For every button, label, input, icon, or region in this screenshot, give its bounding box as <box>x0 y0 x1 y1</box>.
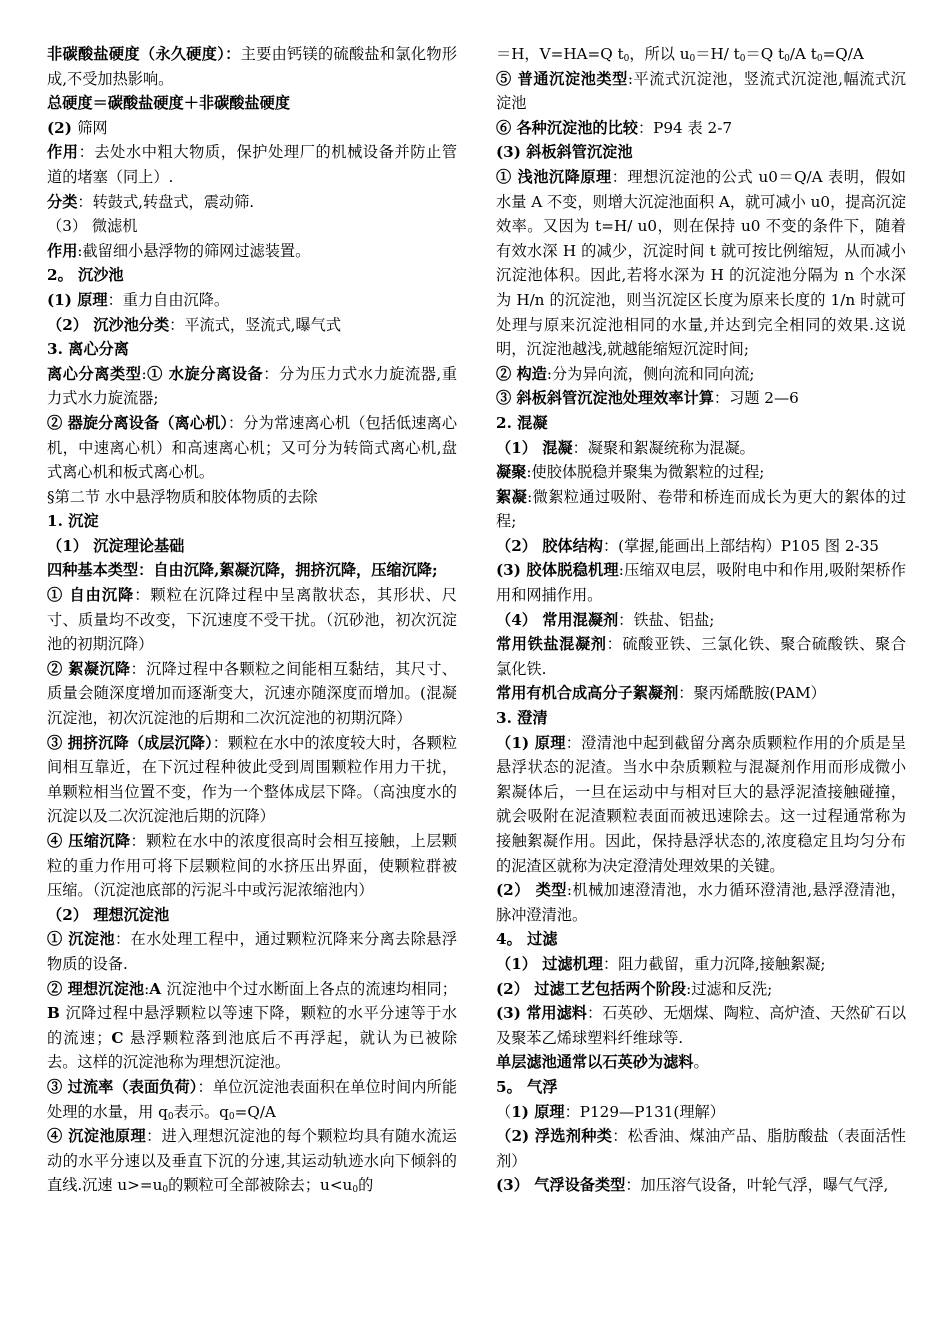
text-run: ：阻力截留，重力沉降,接触絮凝; <box>602 954 826 973</box>
paragraph <box>47 977 457 1075</box>
subscript: 0 <box>739 54 746 64</box>
subscript: 0 <box>167 1111 174 1122</box>
paragraph <box>496 436 906 461</box>
text-run: ：分为压力式水力旋流器,重力式水力旋流器; <box>47 364 458 408</box>
bold-text: (3) 胶体脱稳机理 <box>496 561 619 580</box>
paragraph <box>496 485 906 534</box>
text-run: ：颗粒在水中的浓度较大时，各颗粒间相互靠近，在下沉过程种彼此受到周围颗粒作用力干扰，单颗粒相当位置不变，作为一个整体成层下降。（高浊度水的沉淀以及二次沉淀池后期的沉降） <box>47 733 458 826</box>
text-run: 主要由钙镁的硫酸盐和氯化物形成,不受加热影响。 <box>47 45 458 88</box>
paragraph <box>47 829 457 903</box>
paragraph <box>47 1075 457 1124</box>
text-run: ：硫酸亚铁、三氯化铁、聚合硫酸铁、聚合氯化铁. <box>496 635 907 678</box>
paragraph <box>47 190 457 215</box>
paragraph <box>496 67 906 116</box>
bold-text: （1） 混凝 <box>496 438 573 457</box>
paragraph <box>496 140 906 165</box>
subscript: 0 <box>352 1185 359 1196</box>
bold-text: 作用 <box>47 241 78 260</box>
paragraph <box>496 386 906 411</box>
bold-text: （2） 沉沙池分类 <box>47 315 170 334</box>
text-run: ：习题 2—6 <box>713 389 799 408</box>
bold-text: 总硬度＝碳酸盐硬度＋非碳酸盐硬度 <box>47 94 290 113</box>
bold-text: (2) <box>47 118 78 137</box>
paragraph <box>47 91 457 116</box>
paragraph <box>496 706 906 731</box>
paragraph <box>496 1173 906 1198</box>
text-run: =Q/A <box>822 45 864 63</box>
text-run: ：分为常速离心机（包括低速离心机，中速离心机）和高速离心机；又可分为转筒式离心机,盘式离心机和板式离心机。 <box>47 413 458 482</box>
paragraph <box>47 583 457 657</box>
bold-text: (3） 气浮设备类型 <box>496 1176 626 1195</box>
bold-text: (3) 斜板斜管沉淀池 <box>496 143 633 162</box>
bold-text: 4。 过滤 <box>496 930 558 949</box>
paragraph <box>496 878 906 927</box>
bold-text: （2） 理想沉淀池 <box>47 905 170 924</box>
paragraph <box>47 337 457 362</box>
bold-text: (1) 原理 <box>47 290 108 309</box>
paragraph <box>47 140 457 189</box>
text-run: ：颗粒在沉降过程中呈离散状态，其形状、尺寸、质量均不改变，下沉速度不受干扰。（沉砂池，初次沉淀池的初期沉降） <box>47 586 457 654</box>
bold-text: 3. 离心分离 <box>47 340 129 359</box>
paragraph <box>47 657 457 731</box>
bold-text: B <box>47 1004 66 1023</box>
bold-text: ③ 过流率（表面负荷） <box>47 1077 198 1096</box>
bold-text: 非碳酸盐硬度（永久硬度）： <box>47 45 241 63</box>
paragraph <box>496 1075 906 1100</box>
paragraph <box>47 558 457 583</box>
paragraph <box>496 558 906 607</box>
paragraph <box>496 1124 906 1173</box>
text-run: :压缩双电层，吸附电中和作用,吸附架桥作用和网捕作用。 <box>496 561 906 605</box>
bold-text: （1） 沉淀理论基础 <box>47 536 185 555</box>
text-run: ：重力自由沉降。 <box>107 290 230 309</box>
text-run: /A t <box>789 45 817 63</box>
bold-text: ④ 沉淀池原理 <box>47 1127 147 1146</box>
bold-text: 3. 澄清 <box>496 709 548 728</box>
bold-text: 2. 混凝 <box>496 413 548 432</box>
bold-text: 常用铁盐混凝剂 <box>496 635 607 654</box>
bold-text: ③ 拥挤沉降（成层沉降） <box>47 733 213 752</box>
text-run: :平流式沉淀池，竖流式沉淀池,幅流式沉淀池 <box>496 69 906 113</box>
text-run: :机械加速澄清池，水力循环澄清池,悬浮澄清池，脉冲澄清池。 <box>496 881 906 924</box>
text-run: ：(掌握,能画出上部结构）P105 图 2-35 <box>602 536 879 555</box>
subscript: 0 <box>228 1111 235 1122</box>
text-run: 沉降过程中悬浮颗粒以等速下降，颗粒的水平分速等于水的流速； <box>47 1004 458 1047</box>
paragraph <box>496 977 906 1002</box>
text-run: ：去处水中粗大物质，保护处理厂的机械设备并防止管道的堵塞（同上）. <box>47 143 458 186</box>
paragraph <box>496 681 906 706</box>
bold-text: 2。 沉沙池 <box>47 266 124 285</box>
paragraph <box>496 460 906 485</box>
text-run: ，所以 u <box>629 45 690 63</box>
paragraph <box>47 263 457 288</box>
text-run: 筛网 <box>77 118 108 137</box>
paragraph <box>496 362 906 387</box>
text-run: ：石英砂、无烟煤、陶粒、高炉渣、天然矿石以及聚苯乙烯球塑料纤维球等. <box>496 1004 907 1047</box>
text-run: （ <box>496 1102 512 1121</box>
paragraph <box>496 1050 906 1075</box>
paragraph <box>496 165 906 362</box>
text-run: ：凝聚和絮凝统称为混凝。 <box>572 438 755 457</box>
bold-text: (2） 类型 <box>496 881 567 900</box>
bold-text: （4） 常用混凝剂 <box>496 610 619 629</box>
text-run: ＝H/ t <box>695 45 740 63</box>
subscript: 0 <box>784 54 790 64</box>
bold-text: ⑤ 普通沉淀池类型 <box>496 69 628 88</box>
bold-text: ② 构造 <box>496 364 547 383</box>
text-run: ：聚丙烯酰胺(PAM） <box>678 684 826 703</box>
bold-text: A <box>149 979 167 998</box>
paragraph <box>496 731 906 879</box>
bold-text: 1. 沉淀 <box>47 512 99 531</box>
text-run: ：松香油、煤油产品、脂肪酸盐（表面活性剂） <box>496 1127 906 1170</box>
paragraph <box>47 214 457 239</box>
bold-text: 5。 气浮 <box>496 1077 558 1096</box>
bold-text: ① 自由沉降 <box>47 586 135 605</box>
subscript: 0 <box>162 1185 169 1196</box>
bold-text: ③ 斜板斜管沉淀池处理效率计算 <box>496 389 714 408</box>
paragraph <box>47 903 457 928</box>
bold-text: 离心分离类型 <box>47 364 142 383</box>
paragraph <box>496 411 906 436</box>
text-run: ：理想沉淀池的公式 u0＝Q/A 表明，假如水量 A 不变，则增大沉淀池面积 A，就可减小 u0，提高沉淀效率。又因为 t=H/ u0，则在保持 u0 不变的条件下，随着有效水深 H 的减少，沉淀时间 t 就可按比例缩短，从而减小沉淀池体积。因此,若将水深为 H 的沉淀池分隔为 n 个水深为 H/n 的沉淀池，则当沉淀区长度为原来长度的 1/n 时就可处理与原来沉淀池相同的水量,并达到完全相同的效果.这说明，沉淀池越浅,就越能缩短沉淀时间; <box>496 167 907 359</box>
text-run: ：颗粒在水中的浓度很高时会相互接触，上层颗粒的重力作用可将下层颗粒间的水挤压出界面，使颗粒群被压缩。（沉淀池底部的污泥斗中或污泥浓缩池内） <box>47 832 457 900</box>
bold-text: (2） 过滤工艺包括两个阶段 <box>496 979 687 998</box>
bold-text: ① 沉淀池 <box>47 930 115 949</box>
text-run: 。 <box>693 1053 709 1072</box>
bold-text: 凝聚 <box>496 463 527 482</box>
bold-text: ② 理想沉淀池 <box>47 979 145 998</box>
paragraph <box>496 608 906 633</box>
paragraph <box>47 731 457 829</box>
bold-text: ② 絮凝沉降 <box>47 659 131 678</box>
paragraph <box>496 927 906 952</box>
text-run: ＝Q t <box>745 45 785 63</box>
text-run: :微絮粒通过吸附、卷带和桥连而成长为更大的絮体的过程; <box>496 487 907 531</box>
bold-text: 作用 <box>47 143 79 162</box>
right-column <box>496 42 906 1198</box>
bold-text: （2） 胶体结构 <box>496 536 603 555</box>
subscript: 0 <box>689 54 696 64</box>
text-run: ：P129—P131(理解） <box>564 1102 725 1121</box>
bold-text: ② 器旋分离设备（离心机） <box>47 413 229 432</box>
paragraph <box>496 952 906 977</box>
paragraph <box>496 534 906 559</box>
paragraph <box>47 239 457 264</box>
text-run: :过滤和反洗; <box>686 979 773 998</box>
bold-text: （2) 浮选剂种类 <box>496 1127 613 1146</box>
text-run: 的 <box>358 1176 374 1195</box>
bold-text: 分类 <box>47 192 78 211</box>
bold-text: ① 浅池沉降原理 <box>496 167 612 186</box>
paragraph <box>496 1001 906 1050</box>
bold-text: ⑥ 各种沉淀池的比较 <box>496 118 638 137</box>
paragraph <box>47 288 457 313</box>
bold-text: （1) 原理 <box>496 733 566 752</box>
text-run: 表示。q <box>173 1102 229 1121</box>
text-run: ：平流式，竖流式,曝气式 <box>169 315 342 334</box>
text-run: ：澄清池中起到截留分离杂质颗粒作用的介质是呈悬浮状态的泥渣。当水中杂质颗粒与混凝剂作用而形成微小絮凝体后，一旦在运动中与相对巨大的悬浮泥渣接触碰撞，就会吸附在泥渣颗粒表面而被迅速除去。这一过程通常称为接触絮凝作用。因此，保持悬浮状态的,浓度稳定且均匀分布的泥渣区就称为决定澄清处理效果的关键。 <box>496 733 907 875</box>
bold-text: 常用有机合成高分子絮凝剂 <box>496 684 679 703</box>
text-run: : <box>144 979 150 998</box>
text-run: :分为异向流，侧向流和同向流; <box>546 364 755 383</box>
bold-text: (3) 常用滤料 <box>496 1004 587 1023</box>
text-run: :使胶体脱稳并聚集为微絮粒的过程; <box>526 463 765 482</box>
paragraph <box>47 313 457 338</box>
bold-text: 四种基本类型：自由沉降,絮凝沉降，拥挤沉降，压缩沉降; <box>47 561 438 580</box>
paragraph <box>496 632 906 681</box>
text-run: ：在水处理工程中，通过颗粒沉降来分离去除悬浮物质的设备. <box>47 930 458 973</box>
text-run: ：P94 表 2-7 <box>637 118 733 137</box>
paragraph <box>47 509 457 534</box>
paragraph <box>47 927 457 976</box>
paragraph <box>47 42 457 91</box>
bold-text: C <box>111 1028 131 1047</box>
text-run: =Q/A <box>234 1102 276 1121</box>
subscript: 0 <box>623 54 630 64</box>
text-run: :截留细小悬浮物的筛网过滤装置。 <box>77 241 311 260</box>
paragraph <box>47 1124 457 1198</box>
bold-text: 1) 原理 <box>511 1102 565 1121</box>
paragraph <box>496 42 906 67</box>
text-run: ：铁盐、铝盐; <box>618 610 715 629</box>
bold-text: （1） 过滤机理 <box>496 954 603 973</box>
bold-text: ① 水旋分离设备 <box>146 364 264 383</box>
bold-text: 单层滤池通常以石英砂为滤料 <box>496 1053 694 1072</box>
paragraph <box>47 534 457 559</box>
paragraph <box>47 362 457 411</box>
paragraph <box>47 116 457 141</box>
paragraph <box>47 411 457 485</box>
text-run: ＝H，V=HA=Q t <box>496 45 624 63</box>
subscript: 0 <box>816 54 823 64</box>
text-run: （3） 微滤机 <box>47 217 138 236</box>
text-run: 沉淀池中个过水断面上各点的流速均相同； <box>166 979 457 998</box>
text-run: ：加压溶气设备，叶轮气浮，曝气气浮, <box>625 1176 889 1195</box>
left-column <box>47 42 457 1198</box>
paragraph <box>496 1100 906 1125</box>
text-run: ：单位沉淀池表面积在单位时间内所能处理的水量，用 q <box>47 1077 458 1121</box>
bold-text: 絮凝 <box>496 487 528 506</box>
text-run: ：沉降过程中各颗粒之间能相互黏结，其尺寸、质量会随深度增加而逐渐变大，沉速亦随深度而增加。(混凝沉淀池，初次沉淀池的后期和二次沉淀池的初期沉降） <box>47 659 457 728</box>
text-run: §第二节 水中悬浮物质和胶体物质的去除 <box>47 487 318 506</box>
text-run: 的颗粒可全部被除去；u<u <box>168 1176 353 1195</box>
text-run: 悬浮颗粒落到池底后不再浮起，就认为已被除去。这样的沉淀池称为理想沉淀池。 <box>47 1028 458 1072</box>
text-run: ：进入理想沉淀池的每个颗粒均具有随水流运动的水平分速以及垂直下沉的分速,其运动轨迹水向下倾斜的直线.沉速 u>=u <box>47 1127 457 1195</box>
paragraph <box>47 485 457 510</box>
text-run: : <box>141 364 147 383</box>
bold-text: ④ 压缩沉降 <box>47 832 131 850</box>
text-run: ：转鼓式,转盘式，震动筛. <box>77 192 255 211</box>
paragraph <box>496 116 906 141</box>
